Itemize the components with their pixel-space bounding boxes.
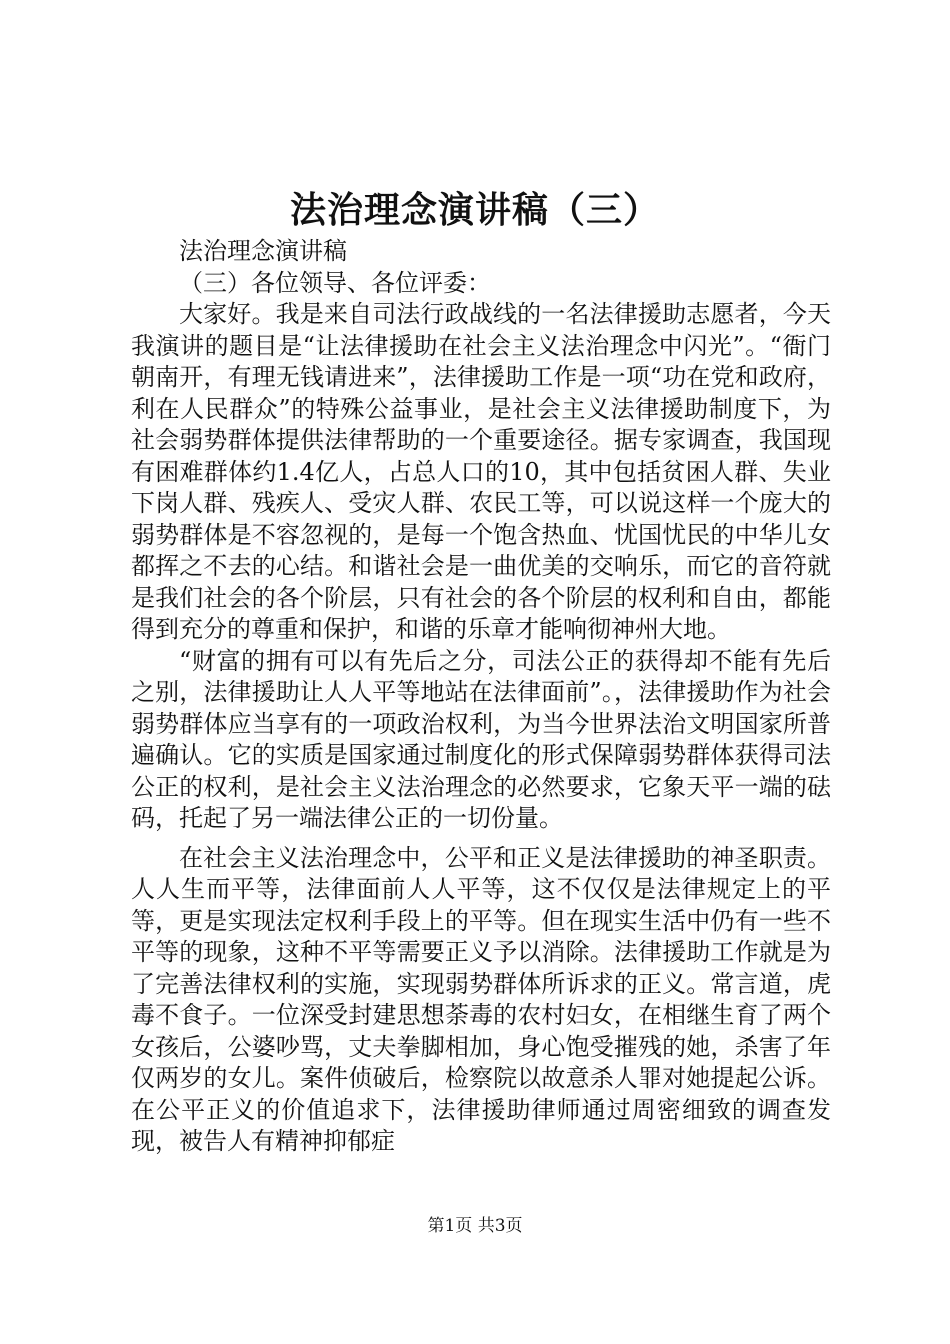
paragraph: 在社会主义法治理念中，公平和正义是法律援助的神圣职责。人人生而平等，法律面前人人平等，这不仅仅是法律规定上的平等，更是实现法定权利手段上的平等。但在现实生活中仍有一些不平等的现象，这种不平等需要正义予以消除。法律援助工作就是为了完善法律权利的实施，实现弱势群体所诉求的正义。常言道，虎毒不食子。一位深受封建思想荼毒的农村妇女，在相继生育了两个女孩后，公婆吵骂，丈夫拳脚相加，身心饱受摧残的她，杀害了年仅两岁的女儿。案件侦破后，检察院以故意杀人罪对她提起公诉。在公平正义的价值追求下，法律援助律师通过周密细致的调查发现，被告人有精神抑郁症 bbox=[131, 843, 831, 1155]
paragraph: “财富的拥有可以有先后之分，司法公正的获得却不能有先后之别，法律援助让人人平等地站在法律面前”。，法律援助作为社会弱势群体应当享有的一项政治权利，为当今世界法治文明国家所普遍确认。它的实质是国家通过制度化的形式保障弱势群体获得司法公正的权利，是社会主义法治理念的必然要求，它象天平一端的砝码，托起了另一端法律公正的一切份量。 bbox=[131, 646, 831, 832]
paragraph-heading: 法治理念演讲稿 bbox=[179, 237, 347, 265]
paragraph: 大家好。我是来自司法行政战线的一名法律援助志愿者，今天我演讲的题目是“让法律援助在社会主义法治理念中闪光”。“衙门朝南开，有理无钱请进来”，法律援助工作是一项“功在党和政府，利在人民群众”的特殊公益事业，是社会主义法律援助制度下，为社会弱势群体提供法律帮助的一个重要途径。据专家调查，我国现有困难群体约1.4亿人，占总人口的10，其中包括贫困人群、失业下岗人群、残疾人、受灾人群、农民工等，可以说这样一个庞大的弱势群体是不容忽视的，是每一个饱含热血、忧国忧民的中华儿女都挥之不去的心结。和谐社会是一曲优美的交响乐，而它的音符就是我们社会的各个阶层，只有社会的各个阶层的权利和自由，都能得到充分的尊重和保护，和谐的乐章才能响彻神州大地。 bbox=[131, 300, 831, 643]
document-title: 法治理念演讲稿（三） bbox=[289, 189, 660, 231]
page-number-footer: 第1页 共3页 bbox=[427, 1216, 523, 1236]
document-body bbox=[131, 236, 831, 1158]
paragraph-salutation: （三）各位领导、各位评委： bbox=[179, 268, 491, 297]
